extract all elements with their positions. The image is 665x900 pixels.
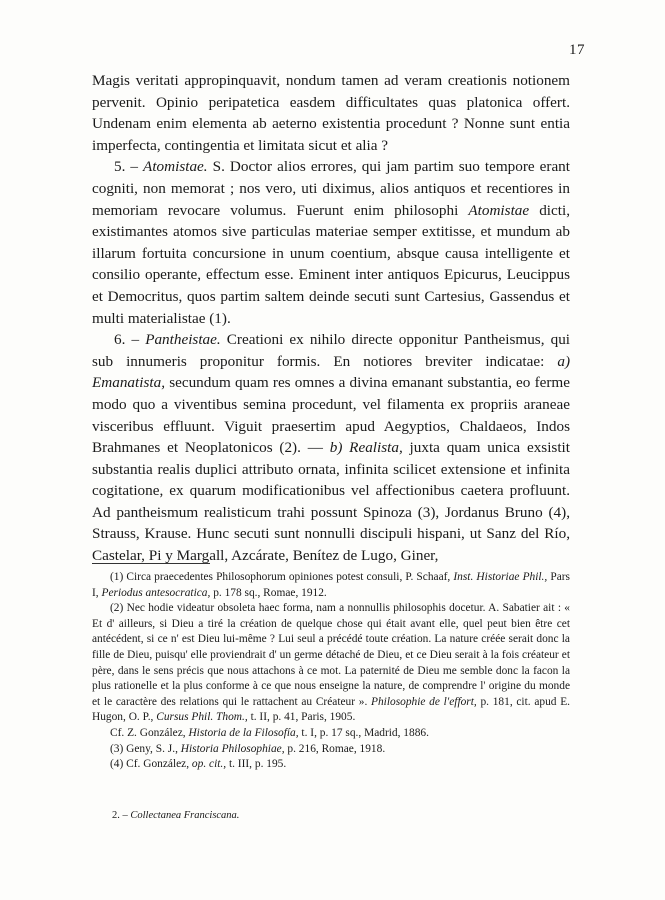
italic-span: Pantheistae.	[145, 331, 221, 349]
italic-span: Philosophie de l'effort,	[371, 695, 477, 708]
signature-number: 2. –	[112, 810, 128, 821]
text-span: 5. –	[114, 158, 144, 176]
italic-span: a) Emanatista,	[92, 352, 570, 392]
footnote	[92, 570, 570, 601]
italic-span: Atomistae.	[143, 158, 208, 176]
italic-span: Historia Philosophiae,	[180, 742, 285, 755]
text-span: (1) Circa praecedentes Philosophorum opiniones potest consuli, P. Schaaf,	[110, 571, 454, 583]
signature-title: Collectanea Franciscana.	[130, 810, 240, 821]
italic-span: Periodus antesocratica,	[101, 586, 211, 599]
italic-span: Atomistae	[468, 201, 530, 219]
text-span: dicti, existimantes atomos sive particulas materiae semper extitisse, et mundum ab illarum fortuita concursione in unum coentium, absque causa intelligente et consilio operante, effectum esse. Eminent inter antiquos Epicurus, Leucippus et Democritus, quos partim saltem deinde secuti sunt Cartesius, Gassendus et multi materialistae (1).	[92, 201, 570, 327]
footnotes	[92, 570, 570, 773]
text-span: t. II, p. 41, Paris, 1905.	[247, 711, 356, 724]
footnote-divider	[92, 563, 210, 564]
paragraph	[92, 156, 570, 329]
paragraph	[92, 329, 570, 567]
text-span: p. 216, Romae, 1918.	[284, 742, 386, 755]
text-span: t. I, p. 17 sq., Madrid, 1886.	[298, 726, 429, 739]
text-span: (3) Geny, S. J.,	[110, 742, 181, 755]
text-span: secundum quam res omnes a divina emanant substantia, eo ferme modo quo a viventibus semina procedunt, vel filamenta ex propriis araneae visceribus effluunt. Viguit praesertim apud Aegyptios, Chaldaeos, Indos Brahmanes et Neoplatonicos (2). —	[92, 374, 570, 457]
text-span: S. Doctor alios errores, qui jam partim suo tempore erant cogniti, non memorat ; nos vero, uti diximus, alios antiquos et recentiores in memoriam revocare volumus. Fuerunt enim philosophi	[92, 158, 570, 219]
text-span: Creationi ex nihilo directe opponitur Pantheismus, qui sub innumeris proponitur formis. En notiores breviter indicatae:	[92, 331, 571, 370]
text-span: p. 181, cit. apud E. Hugon, O. P.,	[92, 695, 570, 724]
text-span: p. 178 sq., Romae, 1912.	[210, 586, 327, 599]
page-number: 17	[569, 42, 585, 58]
paragraph	[92, 70, 570, 156]
italic-span: op. cit.,	[191, 758, 227, 771]
text-span: Pars I,	[92, 571, 570, 599]
italic-span: Historia de la Filosofía,	[188, 726, 299, 739]
text-span: t. III, p. 195.	[226, 758, 287, 771]
running-footer	[112, 810, 239, 821]
text-span: 6. –	[114, 331, 146, 349]
main-text	[92, 70, 570, 567]
text-span: Magis veritati appropinquavit, nondum tamen ad veram creationis notionem pervenit. Opinio peripatetica easdem difficultates quas platonica offert. Undenam enim elementa ab aeterno existentia procedunt ? Nonne sunt entia imperfecta, contingentia et limitata sicut et alia ?	[92, 72, 570, 154]
text-span: (2) Nec hodie videatur obsoleta haec forma, nam a nonnullis philosophis docetur. A. Sabatier ait : « Et d' ailleurs, si Dieu a tiré la création de quelque chose qui était avant elle, quel peut bien être cet antécédent, si ce n' est Dieu lui-même ? Lui seul a précédé toute création. La nature créée serait donc la fille de Dieu, puisqu' elle proviendrait d' un germe détaché de Dieu, et ce Dieu serait à la fois créateur et père, dans le sens précis que nous attachons à ce mot. La paternité de Dieu me semble donc la facon la plus rationelle et la plus conforme à ce que nous enseigne la nature, de comprendre l' origine du monde et le caractère des relations qui le rattachent au Créateur ».	[92, 602, 570, 708]
footnote	[92, 601, 570, 726]
footnote	[92, 757, 570, 773]
text-span: Cf. Z. González,	[110, 726, 189, 739]
footnote	[92, 726, 570, 742]
text-span: juxta quam unica exsistit substantia realis duplici attributo ornata, infinita scilicet extensione et infinita cogitatione, ex quarum modificationibus vel affectionibus caetera profluunt. Ad pantheismum realisticum trahi possunt Spinoza (3), Jordanus Bruno (4), Strauss, Krause. Hunc secuti sunt nonnulli discipuli hispani, ut Sanz del Río, Castelar, Pi y Margall, Azcárate, Benítez de Lugo, Giner,	[92, 439, 570, 565]
footnote	[92, 742, 570, 758]
italic-span: Inst. Historiae Phil.,	[453, 571, 548, 583]
italic-span: Cursus Phil. Thom.,	[156, 711, 248, 724]
italic-span: b) Realista,	[329, 439, 403, 457]
text-span: (4) Cf. González,	[110, 758, 192, 771]
